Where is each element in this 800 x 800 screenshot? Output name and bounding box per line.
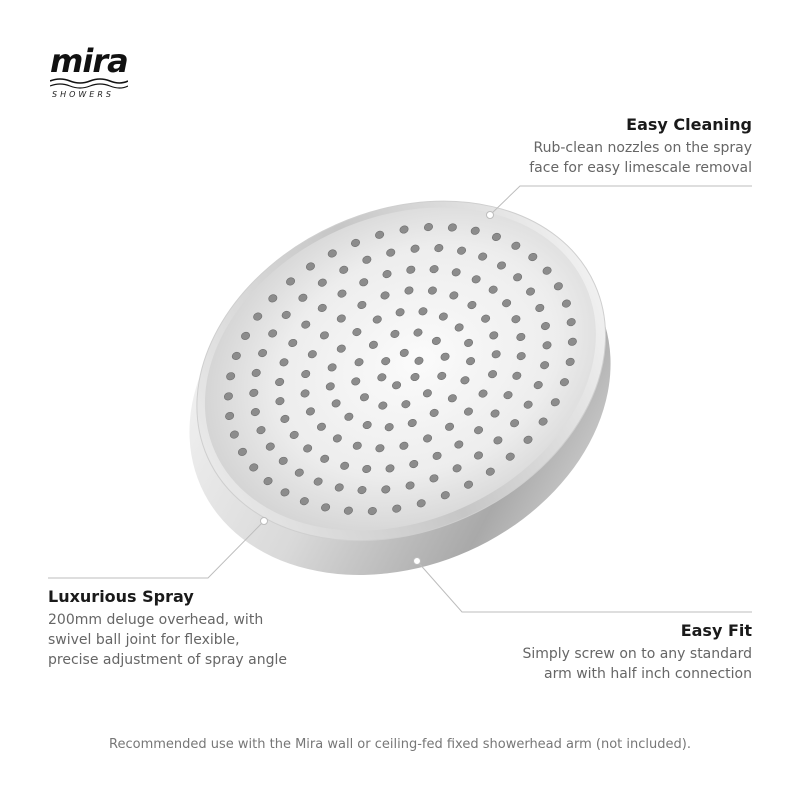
leader-dot-cleaning xyxy=(487,212,494,219)
callout-line: precise adjustment of spray angle xyxy=(48,652,288,668)
callout-line: 200mm deluge overhead, with xyxy=(48,612,264,628)
callout-title: Easy Fit xyxy=(680,621,752,640)
callout-line: arm with half inch connection xyxy=(544,666,752,682)
brand-logo xyxy=(50,44,130,104)
brand-name: mira xyxy=(50,42,128,80)
wave-icon xyxy=(50,77,128,89)
leader-line-fit xyxy=(417,561,752,612)
callout-title: Easy Cleaning xyxy=(626,115,752,134)
leader-dot-fit xyxy=(414,558,421,565)
callout-luxurious-spray xyxy=(48,586,338,670)
callout-line: Simply screw on to any standard xyxy=(522,646,752,662)
callout-text xyxy=(48,610,338,670)
callout-line: face for easy limescale removal xyxy=(529,160,752,176)
callout-text xyxy=(452,644,752,684)
leader-dot-spray xyxy=(261,518,268,525)
brand-tagline: SHOWERS xyxy=(52,90,114,99)
callout-easy-fit xyxy=(452,620,752,684)
showerhead-body xyxy=(126,138,673,639)
callout-line: Rub-clean nozzles on the spray xyxy=(533,140,752,156)
callout-title: Luxurious Spray xyxy=(48,587,194,606)
leader-line-cleaning xyxy=(490,186,752,215)
leader-line-spray xyxy=(48,521,264,578)
footnote: Recommended use with the Mira wall or ceiling-fed fixed showerhead arm (not included). xyxy=(109,737,691,752)
callout-easy-cleaning xyxy=(452,114,752,178)
callout-text xyxy=(452,138,752,178)
callout-line: swivel ball joint for flexible, xyxy=(48,632,240,648)
